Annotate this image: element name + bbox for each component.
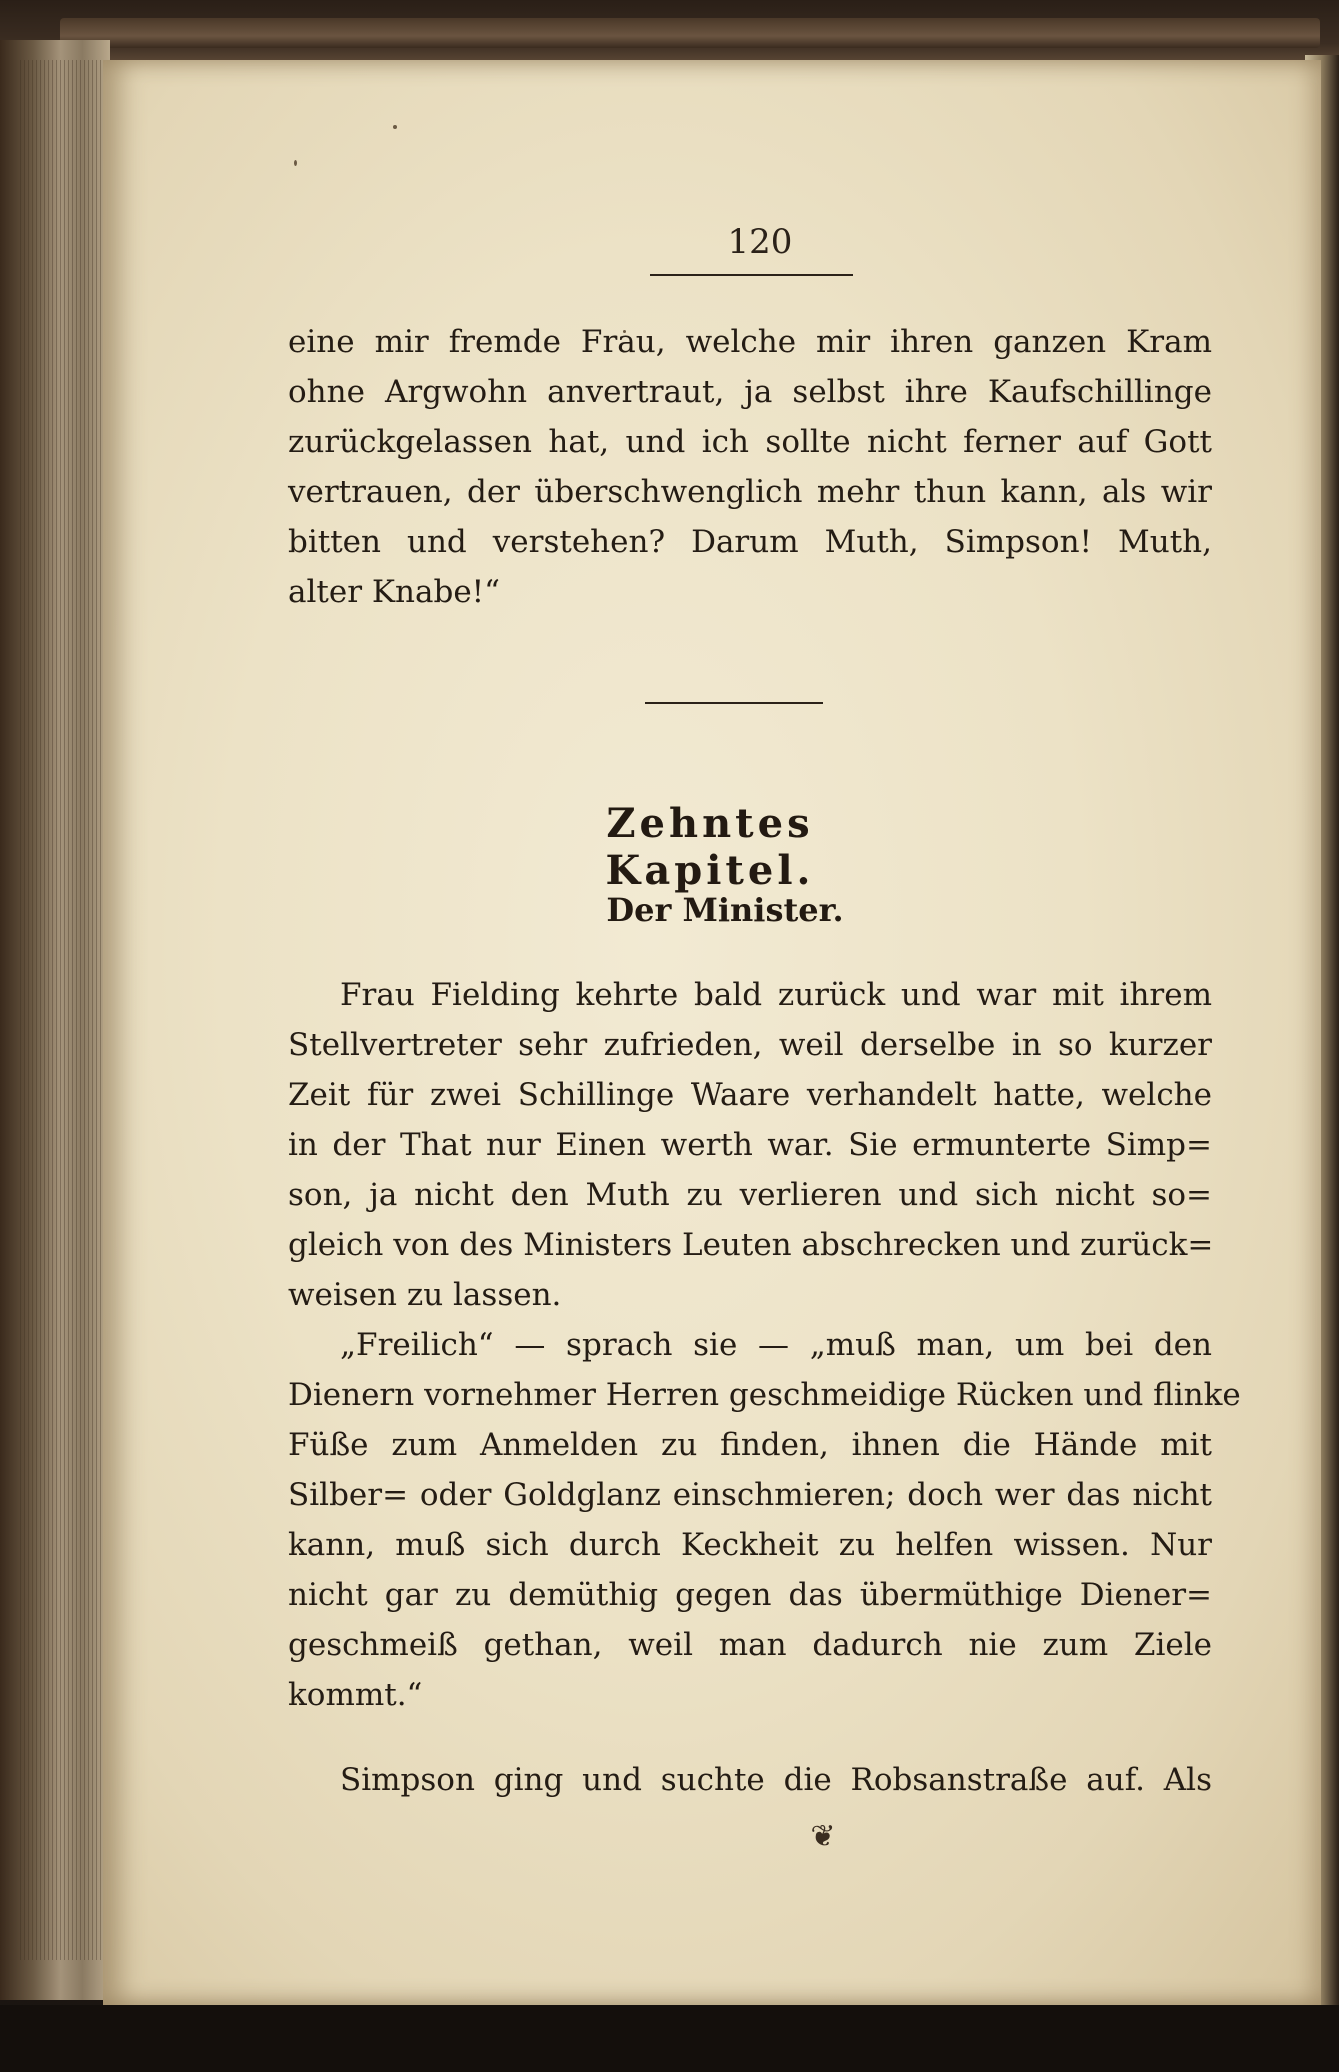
paper-speck <box>393 125 397 129</box>
text-line: alter Knabe!“ <box>288 574 500 610</box>
text-line: nicht gar zu demüthig gegen das übermüthige Diener= <box>288 1577 1212 1613</box>
paragraph-2 <box>288 970 1212 1320</box>
text-line: „Freilich“ — sprach sie — „muß man, um bei den <box>340 1327 1212 1363</box>
text-line: ohne Argwohn anvertraut, ja selbst ihre Kaufschillinge <box>288 374 1212 410</box>
text-line: Frau Fielding kehrte bald zurück und war mit ihrem <box>340 977 1212 1013</box>
text-line: geschmeiß gethan, weil man dadurch nie zum Ziele <box>288 1627 1212 1663</box>
chapter-title: Zehntes Kapitel. <box>605 800 815 894</box>
text-line: zurückgelassen hat, und ich sollte nicht ferner auf Gott <box>288 424 1212 460</box>
text-line: vertrauen, der überschwenglich mehr thun kann, als wir <box>288 474 1212 510</box>
text-line: Zeit für zwei Schillinge Waare verhandelt hatte, welche <box>288 1077 1212 1113</box>
paper-speck <box>294 160 297 166</box>
text-line: son, ja nicht den Muth zu verlieren und sich nicht so= <box>288 1177 1212 1213</box>
text-line: in der That nur Einen werth war. Sie ermunterte Simp= <box>288 1127 1212 1163</box>
text-line: Silber= oder Goldglanz einschmieren; doch wer das nicht <box>288 1477 1212 1513</box>
section-divider <box>645 702 823 704</box>
text-line: gleich von des Ministers Leuten abschrecken und zurück= <box>288 1227 1214 1263</box>
paragraph-3 <box>288 1320 1241 1720</box>
text-line: Simpson ging und suchte die Robsanstraße auf. Als <box>340 1762 1212 1798</box>
paragraph-1 <box>288 317 1212 617</box>
text-line: Dienern vornehmer Herren geschmeidige Rücken und flinke <box>288 1377 1241 1413</box>
leather-binding <box>60 18 1320 48</box>
text-line: Stellvertreter sehr zufrieden, weil derselbe in so kurzer <box>288 1027 1212 1063</box>
chapter-subtitle: Der Minister. <box>606 891 844 929</box>
text-line: kann, muß sich durch Keckheit zu helfen wissen. Nur <box>288 1527 1212 1563</box>
text-line: bitten und verstehen? Darum Muth, Simpson! Muth, <box>288 524 1212 560</box>
text-line: Füße zum Anmelden zu finden, ihnen die Hände mit <box>288 1427 1212 1463</box>
page-number: 120 <box>727 222 793 262</box>
paragraph-4 <box>288 1755 1212 1805</box>
header-rule <box>650 274 853 276</box>
ink-blot-ornament: ❦ <box>810 1819 836 1854</box>
text-line: weisen zu lassen. <box>288 1277 562 1313</box>
book-cover-top <box>0 0 1339 62</box>
page-edges-left <box>20 60 105 1960</box>
scan-background-bottom <box>0 2005 1339 2072</box>
text-line: kommt.“ <box>288 1677 423 1713</box>
text-line: eine mir fremde Frau, welche mir ihren ganzen Kram <box>288 324 1212 360</box>
